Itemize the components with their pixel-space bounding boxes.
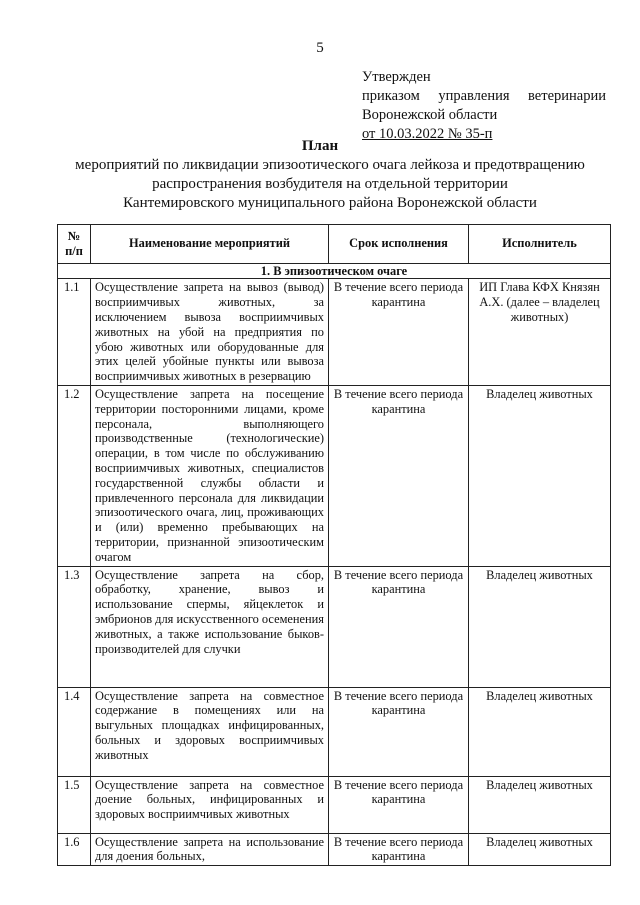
measure-name: Осуществление запрета на совместное содержание в помещениях или на выгульных площадках инфицированных, больных и здоровых восприимчивых животных [91, 687, 329, 776]
header-name: Наименование мероприятий [91, 225, 329, 264]
subtitle-line-3: Кантемировского муниципального района Воронежской области [123, 195, 537, 211]
row-number: 1.1 [58, 279, 91, 386]
plan-title: План [301, 138, 339, 154]
measures-table [57, 224, 611, 866]
table-row [58, 776, 611, 833]
measure-executor: Владелец животных [469, 385, 611, 566]
measure-name: Осуществление запрета на посещение территории посторонними лицами, кроме персонала, выполняющего производственные (технологические) операции, в том числе по обслуживанию восприимчивых животных, специалистов государственной службы области и привлеченного персонала для ликвидации эпизоотического очага, лиц, проживающих и (или) временно пребывающих на территории, признанной эпизоотическим очагом [91, 385, 329, 566]
row-number: 1.3 [58, 566, 91, 687]
row-number: 1.5 [58, 776, 91, 833]
measure-term: В течение всего периода карантина [329, 776, 469, 833]
measure-executor: ИП Глава КФХ Князян А.Х. (далее – владелец животных) [469, 279, 611, 386]
measure-term: В течение всего периода карантина [329, 385, 469, 566]
table-row [58, 833, 611, 866]
approval-line-3: Воронежской области [362, 107, 498, 123]
measure-executor: Владелец животных [469, 566, 611, 687]
measure-term: В течение всего периода карантина [329, 687, 469, 776]
row-number: 1.6 [58, 833, 91, 866]
table-row [58, 279, 611, 386]
table-row [58, 687, 611, 776]
header-exec: Исполнитель [469, 225, 611, 264]
row-number: 1.2 [58, 385, 91, 566]
plan-subtitle [50, 156, 610, 213]
section-row [58, 263, 611, 279]
page-number: 5 [316, 40, 324, 56]
table-row [58, 566, 611, 687]
subtitle-line-1: мероприятий по ликвидации эпизоотического очага лейкоза и предотвращению [75, 157, 585, 173]
approval-line-2: приказом управления ветеринарии [362, 88, 606, 104]
measure-executor: Владелец животных [469, 833, 611, 866]
measure-term: В течение всего периода карантина [329, 566, 469, 687]
row-number: 1.4 [58, 687, 91, 776]
header-term: Срок исполнения [329, 225, 469, 264]
measure-name: Осуществление запрета на вывоз (вывод) восприимчивых животных, за исключением вывоза восприимчивых животных на убой на предприятия по убою животных или оборудованные для этих целей убойные пункты или вывоза восприимчивых животных в резервацию [91, 279, 329, 386]
section-title: 1. В эпизоотическом очаге [58, 263, 611, 279]
approval-block [362, 68, 606, 144]
table-row [58, 385, 611, 566]
measure-term: В течение всего периода карантина [329, 833, 469, 866]
approval-line-4: от 10.03.2022 № 35-п [362, 126, 493, 142]
table-header-row [58, 225, 611, 264]
measure-term: В течение всего периода карантина [329, 279, 469, 386]
measure-executor: Владелец животных [469, 776, 611, 833]
subtitle-line-2: распространения возбудителя на отдельной территории [152, 176, 508, 192]
measure-name: Осуществление запрета на сбор, обработку, хранение, вывоз и использование спермы, яйцеклеток и эмбрионов для искусственного осеменения животных, а также использование быков-производителей для случки [91, 566, 329, 687]
approval-line-1: Утвержден [362, 69, 431, 85]
measure-executor: Владелец животных [469, 687, 611, 776]
header-num: № п/п [58, 225, 91, 264]
measure-name: Осуществление запрета на совместное доение больных, инфицированных и здоровых восприимчивых животных [91, 776, 329, 833]
measure-name: Осуществление запрета на использование для доения больных, [91, 833, 329, 866]
